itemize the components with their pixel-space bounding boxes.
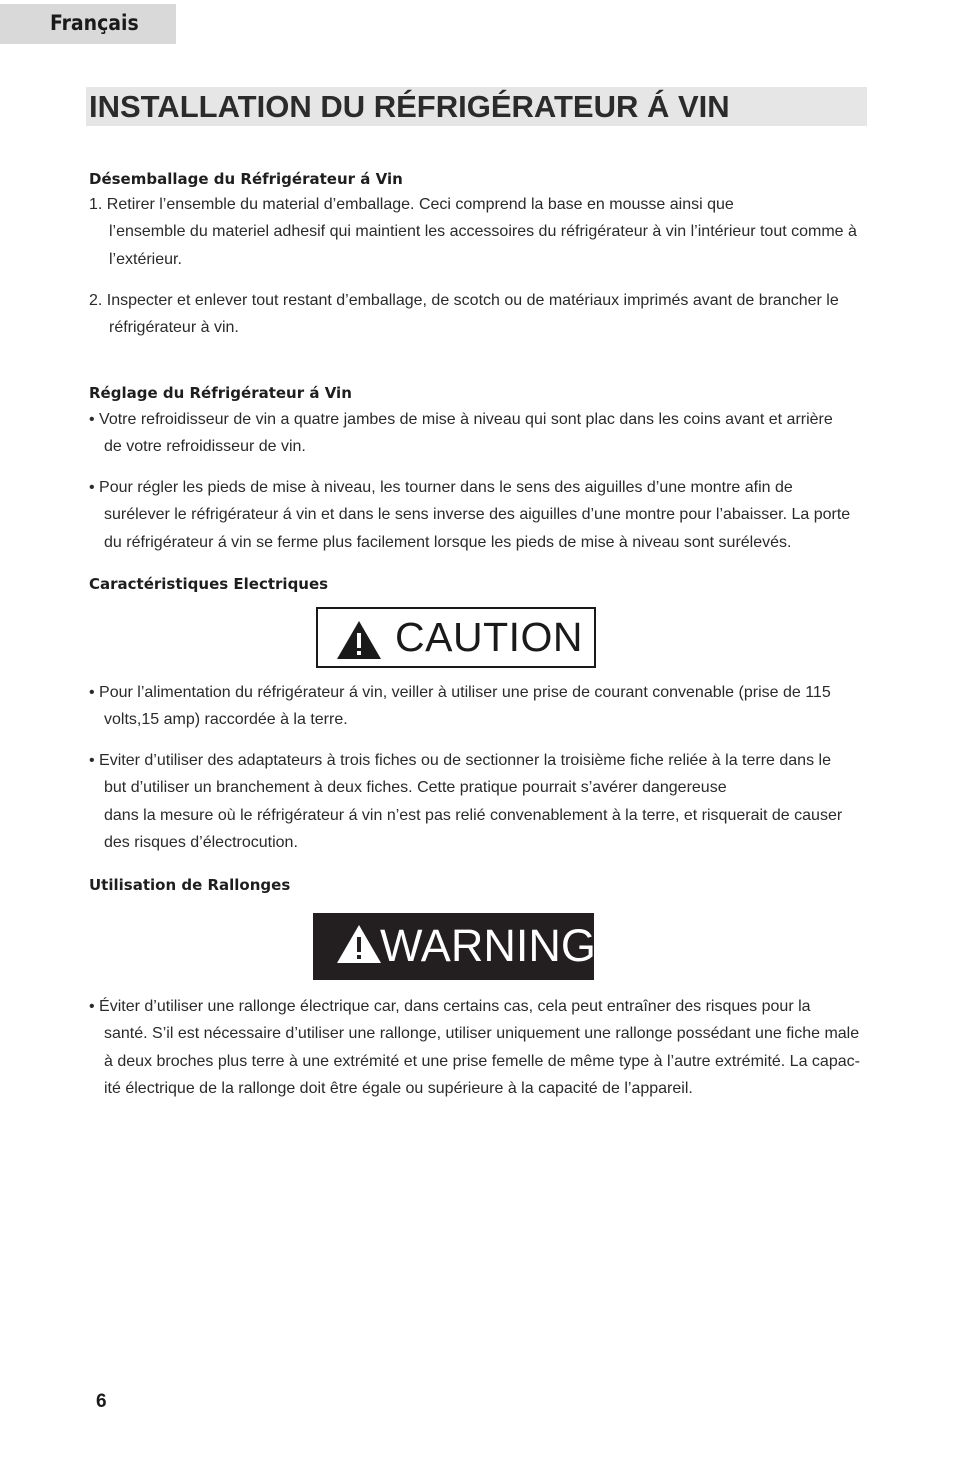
text-line: • Pour régler les pieds de mise à niveau, les tourner dans le sens des aiguilles d’une montre afin de (89, 479, 793, 496)
text-line: • Pour l’alimentation du réfrigérateur á vin, veiller à utiliser une prise de courant convenable (prise de 115 (89, 684, 831, 701)
list-item (89, 287, 869, 342)
text-line: de votre refroidisseur de vin. (104, 438, 306, 456)
page-title: INSTALLATION DU RÉFRIGÉRATEUR Á VIN (86, 87, 867, 126)
caution-triangle-icon (335, 619, 383, 661)
section-heading-unpacking: Désemballage du Réfrigérateur á Vin (89, 170, 403, 188)
list-item (89, 406, 869, 461)
text-line: des risques d’électrocution. (104, 833, 298, 851)
language-tab: Français (0, 4, 176, 44)
text-line: 1. Retirer l’ensemble du material d’emballage. Ceci comprend la base en mousse ainsi que (89, 196, 734, 213)
text-line: à deux broches plus terre à une extrémité et une prise femelle de même type à l’autre extrémité. La capac- (104, 1052, 860, 1070)
text-line: santé. S’il est nécessaire d’utiliser une rallonge, utiliser uniquement une rallonge possédant une fiche male (104, 1025, 860, 1043)
page-number: 6 (96, 1391, 107, 1412)
caution-label-box (316, 607, 596, 668)
list-item (89, 679, 869, 734)
text-line: • Votre refroidisseur de vin a quatre jambes de mise à niveau qui sont plac dans les coins avant et arrière (89, 411, 833, 428)
section-heading-adjustment: Réglage du Réfrigérateur á Vin (89, 384, 352, 402)
warning-triangle-icon (335, 923, 383, 965)
text-line: surélever le réfrigérateur á vin et dans le sens inverse des aiguilles d’une montre pour l’abaisser. La porte (104, 506, 851, 524)
text-line: • Éviter d’utiliser une rallonge électrique car, dans certains cas, cela peut entraîner des risques pour la (89, 998, 811, 1015)
text-line: 2. Inspecter et enlever tout restant d’emballage, de scotch ou de matériaux imprimés avant de brancher le (89, 292, 839, 309)
text-line: dans la mesure où le réfrigérateur á vin n’est pas relié convenablement à la terre, et risquerait de causer (104, 806, 843, 824)
text-line: du réfrigérateur á vin se ferme plus facilement lorsque les pieds de mise à niveau sont surélevés. (104, 533, 792, 551)
warning-label-box (313, 913, 594, 980)
text-line: but d’utiliser un branchement à deux fiches. Cette pratique pourrait s’avérer dangereuse (104, 779, 727, 797)
text-line: • Eviter d’utiliser des adaptateurs à trois fiches ou de sectionner la troisième fiche reliée à la terre dans le (89, 752, 831, 769)
text-line: l’ensemble du materiel adhesif qui maintient les accessoires du réfrigérateur à vin l’intérieur tout comme à (109, 223, 857, 241)
section-heading-electrical: Caractéristiques Electriques (89, 575, 329, 593)
list-item (89, 191, 869, 273)
text-line: l’extérieur. (109, 250, 182, 268)
list-item (89, 993, 869, 1102)
list-item (89, 474, 869, 556)
section-heading-extension-cords: Utilisation de Rallonges (89, 876, 291, 894)
list-item (89, 747, 869, 856)
caution-label: CAUTION (395, 614, 583, 660)
text-line: ité électrique de la rallonge doit être égale ou supérieure à la capacité de l’appareil. (104, 1079, 693, 1097)
text-line: volts,15 amp) raccordée à la terre. (104, 711, 348, 729)
text-line: réfrigérateur à vin. (109, 319, 239, 337)
warning-label: WARNING (380, 920, 596, 971)
